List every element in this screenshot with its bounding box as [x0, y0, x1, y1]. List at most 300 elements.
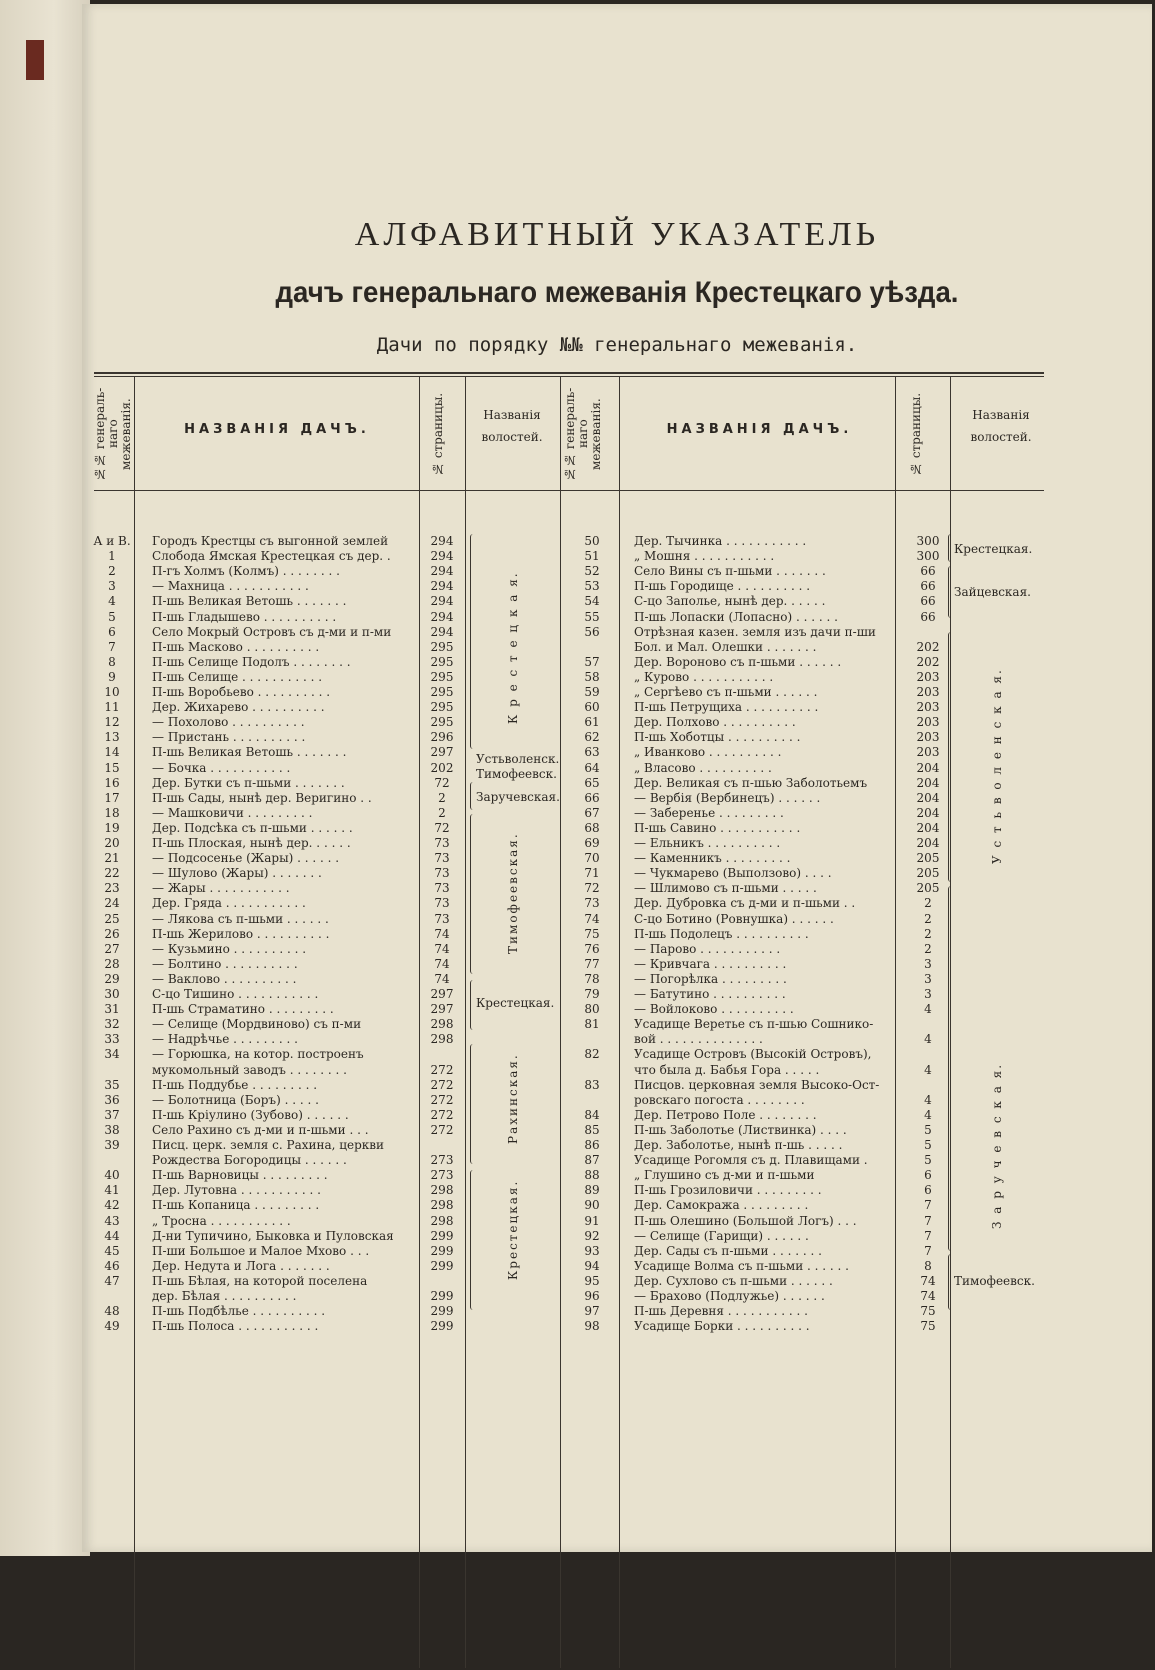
page-number: 272: [430, 1107, 454, 1122]
estate-name: Отрѣзная казен. земля изъ дачи п-ши: [634, 624, 876, 639]
page-caption: Дачи по порядку №№ генеральнаго межеванія.: [376, 334, 858, 356]
estate-name: Дер. Подсѣка съ п-шьми . . . . . .: [152, 820, 353, 835]
row-number: 2: [108, 564, 116, 579]
volost-ustvolenskaya: У с т ь в о л е н с к а я.: [990, 668, 1004, 864]
volost-ustvolensk: Устьволенск.: [476, 752, 560, 766]
estate-name: П-шь Олешино (Большой Логъ) . . .: [634, 1213, 857, 1228]
estate-name: П-шь Селище . . . . . . . . . . .: [152, 669, 323, 684]
row-number: 91: [584, 1213, 600, 1228]
page-number: 294: [430, 534, 454, 548]
page-number: 4: [924, 1002, 932, 1017]
row-number: 71: [584, 866, 600, 881]
row-number: 22: [104, 866, 120, 881]
estate-name: „ Тросна . . . . . . . . . . .: [152, 1213, 291, 1228]
page-number: 204: [916, 805, 940, 820]
row-number: 93: [584, 1243, 600, 1258]
row-number: 60: [584, 700, 600, 715]
row-number: 43: [104, 1213, 120, 1228]
col-divider: [465, 376, 466, 1668]
page-number: 5: [924, 1153, 932, 1168]
estate-name: — Вербія (Вербинецъ) . . . . . .: [634, 790, 821, 805]
row-number: 79: [584, 987, 600, 1001]
estate-name: Дер. Тычинка . . . . . . . . . . .: [634, 534, 807, 548]
page-number: 299: [430, 1289, 454, 1303]
row-number: 86: [584, 1138, 600, 1152]
row-number: 30: [104, 987, 120, 1001]
estate-name: Дер. Петрово Поле . . . . . . . .: [634, 1107, 817, 1122]
estate-name: „ Власово . . . . . . . . . .: [634, 760, 772, 775]
row-number: 20: [104, 836, 120, 850]
volost-krestetskaya-2: Крестецкая.: [476, 996, 555, 1010]
estate-name: П-шь Хоботцы . . . . . . . . . .: [634, 730, 801, 745]
row-number: 62: [584, 730, 600, 745]
volost-timofeevskaya: Тимофеевская.: [506, 832, 520, 954]
estate-name: С-цо Ботино (Ровнушка) . . . . . .: [634, 911, 834, 926]
page-number: 2: [924, 896, 932, 911]
estate-name: — Селище (Гарищи) . . . . . .: [634, 1228, 809, 1243]
estate-name: „ Курово . . . . . . . . . . .: [634, 669, 774, 684]
page-number: 299: [430, 1228, 454, 1243]
estate-name: П-шь Грозиловичи . . . . . . . . .: [634, 1183, 822, 1198]
page-number: 202: [916, 639, 940, 654]
page-number: 204: [916, 790, 940, 805]
estate-name: Писцов. церковная земля Высоко-Ост-: [634, 1077, 880, 1092]
estate-name: П-шь Савино . . . . . . . . . . .: [634, 820, 801, 835]
page-number: 294: [430, 624, 454, 639]
header-page-right: № страницы.: [909, 392, 923, 476]
page-number: 73: [434, 836, 450, 850]
page-number: 272: [430, 1122, 454, 1137]
volost-brace: [948, 886, 954, 1251]
page-number: 297: [430, 1002, 454, 1017]
page-number: 4: [924, 1032, 932, 1047]
page-number: 7: [924, 1198, 932, 1213]
estate-name: П-шь Лопаски (Лопасно) . . . . . .: [634, 609, 838, 624]
estate-name: П-шь Великая Ветошь . . . . . . .: [152, 745, 347, 760]
row-number: 85: [584, 1122, 600, 1137]
estate-name: — Шлимово съ п-шьми . . . . .: [634, 881, 817, 896]
row-number: А и В.: [93, 534, 131, 548]
page-number: 295: [430, 700, 454, 715]
page-number: 75: [920, 1319, 936, 1334]
spine-bookmark: [26, 40, 44, 80]
estate-name: С-цо Тишино . . . . . . . . . . .: [152, 987, 319, 1001]
estate-name: П-шь Масково . . . . . . . . . .: [152, 639, 320, 654]
row-number: 48: [104, 1304, 120, 1319]
estate-name: Дер. Полхово . . . . . . . . . .: [634, 715, 796, 730]
row-number: 40: [104, 1168, 120, 1183]
row-number: 8: [108, 654, 116, 669]
page-number: 74: [920, 1289, 936, 1303]
row-number: 15: [104, 760, 120, 775]
page-number: 8: [924, 1258, 932, 1273]
volost-zaruchevskaya-right: З а р у ч е в с к а я.: [990, 1062, 1004, 1229]
page-number: 295: [430, 715, 454, 730]
estate-name: П-шь Городище . . . . . . . . . .: [634, 579, 811, 594]
estate-name: Писц. церк. земля с. Рахина, церкви: [152, 1138, 385, 1152]
row-number: 45: [104, 1243, 120, 1258]
header-bottom-rule: [94, 490, 1044, 491]
volost-krestetskaya-3: Крестецкая.: [506, 1179, 520, 1280]
estate-name: П-шь Плоская, нынѣ дер. . . . . .: [152, 836, 351, 850]
estate-name: П-шь Петрущиха . . . . . . . . . .: [634, 700, 819, 715]
header-num-left: №№ генераль- наго межеванія.: [93, 387, 133, 481]
estate-name: — Кузьмино . . . . . . . . . .: [152, 941, 307, 956]
row-number: 12: [104, 715, 120, 730]
estate-name: Дер. Заболотье, нынѣ п-шь . . . . .: [634, 1138, 843, 1152]
page-number: 73: [434, 866, 450, 881]
page-number: 66: [920, 579, 936, 594]
row-number: 70: [584, 851, 600, 866]
page-number: 7: [924, 1228, 932, 1243]
estate-name: мукомольный заводъ . . . . . . . .: [152, 1062, 347, 1077]
row-number: 81: [584, 1017, 600, 1032]
row-number: 7: [108, 639, 116, 654]
row-number: 57: [584, 654, 600, 669]
page-number: 4: [924, 1062, 932, 1077]
row-number: 10: [104, 685, 120, 699]
estate-name: П-шь Варновицы . . . . . . . . .: [152, 1168, 328, 1183]
estate-name: Дер. Жихарево . . . . . . . . . .: [152, 700, 325, 715]
row-number: 32: [104, 1017, 120, 1032]
volost-zaruchevskaya: Заручевская.: [476, 790, 560, 804]
estate-name: „ Мошня . . . . . . . . . . .: [634, 549, 775, 564]
row-number: 49: [104, 1319, 120, 1334]
estate-name: П-шь Полоса . . . . . . . . . . .: [152, 1319, 319, 1334]
page-number: 273: [430, 1153, 454, 1168]
estate-name: Дер. Бутки съ п-шьми . . . . . . .: [152, 775, 345, 790]
header-name-right: НАЗВАНІЯ ДАЧЪ.: [666, 422, 853, 437]
estate-name: вой . . . . . . . . . . . . . .: [634, 1032, 763, 1047]
estate-name: — Батутино . . . . . . . . . .: [634, 987, 786, 1001]
page-number: 203: [916, 715, 940, 730]
estate-name: „ Сергѣево съ п-шьми . . . . . .: [634, 685, 818, 699]
row-number: 28: [104, 956, 120, 971]
estate-name: Дер. Сухлово съ п-шьми . . . . . .: [634, 1273, 833, 1288]
page-number: 204: [916, 775, 940, 790]
row-number: 52: [584, 564, 600, 579]
estate-name: „ Иванково . . . . . . . . . .: [634, 745, 782, 760]
table-top-rule: [94, 372, 1044, 374]
estate-name: П-шь Воробьево . . . . . . . . . .: [152, 685, 331, 699]
page-number: 296: [430, 730, 454, 745]
estate-name: дер. Бѣлая . . . . . . . . . .: [152, 1289, 297, 1303]
page-number: 66: [920, 564, 936, 579]
row-number: 44: [104, 1228, 120, 1243]
header-volost-right: Названія волостей.: [970, 408, 1032, 444]
estate-name: Село Рахино съ д-ми и п-шьми . . .: [152, 1122, 369, 1137]
page-number: 295: [430, 639, 454, 654]
row-number: 67: [584, 805, 600, 820]
row-number: 84: [584, 1107, 600, 1122]
volost-krestetskaya-right: Крестецкая.: [954, 542, 1033, 556]
row-number: 24: [104, 896, 120, 911]
estate-name: Усадище Волма съ п-шьми . . . . . .: [634, 1258, 849, 1273]
row-number: 1: [108, 549, 116, 564]
row-number: 87: [584, 1153, 600, 1168]
estate-name: Дер. Недута и Лога . . . . . . .: [152, 1258, 330, 1273]
col-divider: [419, 376, 420, 1668]
estate-name: П-шь Гладышево . . . . . . . . . .: [152, 609, 337, 624]
page-title: АЛФАВИТНЫЙ УКАЗАТЕЛЬ: [354, 216, 880, 253]
row-number: 74: [584, 911, 600, 926]
row-number: 53: [584, 579, 600, 594]
estate-name: Городъ Крестцы съ выгонной землей: [152, 534, 389, 548]
row-number: 14: [104, 745, 120, 760]
row-number: 27: [104, 941, 120, 956]
estate-name: — Погорѣлка . . . . . . . . .: [634, 971, 787, 986]
page-number: 273: [430, 1168, 454, 1183]
page-number: 3: [924, 987, 932, 1001]
page-number: 205: [916, 851, 940, 866]
page-number: 6: [924, 1168, 932, 1183]
page-number: 294: [430, 609, 454, 624]
page-number: 3: [924, 971, 932, 986]
volost-brace: [470, 1170, 476, 1310]
page-number: 203: [916, 669, 940, 684]
estate-name: Дер. Гряда . . . . . . . . . . .: [152, 896, 306, 911]
row-number: 33: [104, 1032, 120, 1047]
estate-name: Дер. Вороново съ п-шьми . . . . . .: [634, 654, 842, 669]
row-number: 11: [104, 700, 120, 715]
estate-name: Дер. Лутовна . . . . . . . . . . .: [152, 1183, 321, 1198]
estate-name: что была д. Бабья Гора . . . . .: [634, 1062, 820, 1077]
estate-name: Дер. Самокража . . . . . . . . .: [634, 1198, 809, 1213]
estate-name: — Машковичи . . . . . . . . .: [152, 805, 313, 820]
estate-name: П-шь Поддубье . . . . . . . . .: [152, 1077, 318, 1092]
row-number: 90: [584, 1198, 600, 1213]
page-number: 272: [430, 1077, 454, 1092]
page-number: 294: [430, 564, 454, 579]
estate-name: — Кривчага . . . . . . . . . .: [634, 956, 787, 971]
row-number: 64: [584, 760, 600, 775]
page-number: 203: [916, 745, 940, 760]
row-number: 72: [584, 881, 600, 896]
page-number: 299: [430, 1243, 454, 1258]
row-number: 19: [104, 820, 120, 835]
estate-name: — Каменникъ . . . . . . . . .: [634, 851, 791, 866]
page-number: 299: [430, 1304, 454, 1319]
row-number: 16: [104, 775, 120, 790]
estate-name: — Чукмарево (Выползово) . . . .: [634, 866, 832, 881]
page-number: 72: [434, 775, 450, 790]
page-number: 74: [920, 1273, 936, 1288]
document-page: [82, 4, 1152, 1552]
estate-name: П-шь Великая Ветошь . . . . . . .: [152, 594, 347, 609]
header-volost-left: Названія волостей.: [481, 408, 543, 444]
page-number: 203: [916, 730, 940, 745]
page-number: 295: [430, 669, 454, 684]
estate-name: — Лякова съ п-шьми . . . . . .: [152, 911, 329, 926]
estate-name: — Бочка . . . . . . . . . . .: [152, 760, 291, 775]
page-number: 2: [924, 911, 932, 926]
estate-name: П-шь Бѣлая, на которой поселена: [152, 1273, 368, 1288]
row-number: 38: [104, 1122, 120, 1137]
row-number: 41: [104, 1183, 120, 1198]
page-number: 300: [916, 534, 940, 548]
page-number: 205: [916, 881, 940, 896]
volost-brace: [470, 1044, 476, 1164]
estate-name: — Жары . . . . . . . . . . .: [152, 881, 290, 896]
estate-name: Дер. Дубровка съ д-ми и п-шьми . .: [634, 896, 856, 911]
page-number: 66: [920, 609, 936, 624]
page-number: 4: [924, 1092, 932, 1107]
row-number: 21: [104, 851, 120, 866]
estate-name: Бол. и Мал. Олешки . . . . . . .: [634, 639, 817, 654]
row-number: 98: [584, 1319, 600, 1334]
row-number: 47: [104, 1273, 120, 1288]
row-number: 68: [584, 820, 600, 835]
row-number: 69: [584, 836, 600, 850]
estate-name: П-ши Большое и Малое Мхово . . .: [152, 1243, 370, 1258]
estate-name: — Болтино . . . . . . . . . .: [152, 956, 298, 971]
row-number: 83: [584, 1077, 600, 1092]
estate-name: П-шь Деревня . . . . . . . . . . .: [634, 1304, 808, 1319]
page-number: 298: [430, 1032, 454, 1047]
estate-name: Село Вины съ п-шьми . . . . . . .: [634, 564, 826, 579]
page-number: 2: [438, 790, 446, 805]
page-number: 300: [916, 549, 940, 564]
page-number: 272: [430, 1092, 454, 1107]
estate-name: — Селище (Мордвиново) съ п-ми: [152, 1017, 362, 1032]
page-number: 74: [434, 956, 450, 971]
row-number: 9: [108, 669, 116, 684]
page-number: 6: [924, 1183, 932, 1198]
volost-krestetskaya: К р е с т е ц к а я.: [506, 571, 520, 724]
estate-name: Усадище Веретье съ п-шью Сошнико-: [634, 1017, 874, 1032]
estate-name: — Подсосенье (Жары) . . . . . .: [152, 851, 340, 866]
page-number: 7: [924, 1213, 932, 1228]
estate-name: Усадище Островъ (Высокій Островъ),: [634, 1047, 872, 1062]
estate-name: — Парово . . . . . . . . . . .: [634, 941, 781, 956]
page-number: 74: [434, 941, 450, 956]
page-number: 75: [920, 1304, 936, 1319]
row-number: 61: [584, 715, 600, 730]
volost-brace: [470, 534, 476, 749]
row-number: 6: [108, 624, 116, 639]
estate-name: С-цо Заполье, нынѣ дер. . . . . .: [634, 594, 826, 609]
estate-name: Слобода Ямская Крестецкая съ дер. .: [152, 549, 391, 564]
row-number: 31: [104, 1002, 120, 1017]
page-number: 294: [430, 579, 454, 594]
page-number: 7: [924, 1243, 932, 1258]
row-number: 23: [104, 881, 120, 896]
estate-name: „ Глушино съ д-ми и п-шьми: [634, 1168, 815, 1183]
page-number: 205: [916, 866, 940, 881]
page-number: 203: [916, 700, 940, 715]
volost-brace: [948, 632, 954, 882]
page-number: 72: [434, 820, 450, 835]
estate-name: — Болотница (Боръ) . . . . .: [152, 1092, 319, 1107]
row-number: 51: [584, 549, 600, 564]
estate-name: П-шь Страматино . . . . . . . . .: [152, 1002, 334, 1017]
row-number: 46: [104, 1258, 120, 1273]
row-number: 5: [108, 609, 116, 624]
page-subtitle: дачъ генеральнаго межеванія Крестецкаго уѣзда.: [275, 276, 959, 309]
page-number: 73: [434, 881, 450, 896]
page-number: 294: [430, 549, 454, 564]
estate-name: П-шь Сады, нынѣ дер. Веригино . .: [152, 790, 372, 805]
row-number: 73: [584, 896, 600, 911]
page-number: 73: [434, 911, 450, 926]
page-number: 204: [916, 820, 940, 835]
table-top-rule-2: [94, 376, 1044, 377]
page-number: 202: [916, 654, 940, 669]
col-divider: [560, 376, 561, 1668]
page-number: 204: [916, 836, 940, 850]
estate-name: Усадище Рогомля съ д. Плавищами .: [634, 1153, 868, 1168]
row-number: 63: [584, 745, 600, 760]
row-number: 78: [584, 971, 600, 986]
row-number: 50: [584, 534, 600, 548]
col-divider: [134, 490, 135, 1670]
estate-name: — Брахово (Подлужье) . . . . . .: [634, 1289, 825, 1303]
row-number: 94: [584, 1258, 600, 1273]
row-number: 82: [584, 1047, 600, 1062]
estate-name: Д-ни Тупичино, Быковка и Пуловская: [152, 1228, 394, 1243]
row-number: 42: [104, 1198, 120, 1213]
col-divider: [895, 376, 896, 1668]
page-number: 299: [430, 1319, 454, 1334]
page-number: 74: [434, 971, 450, 986]
row-number: 25: [104, 911, 120, 926]
header-num-right: №№ генераль- наго межеванія.: [563, 387, 603, 481]
row-number: 29: [104, 971, 120, 986]
page-number: 297: [430, 745, 454, 760]
book-spine: [0, 0, 90, 1556]
page-number: 73: [434, 896, 450, 911]
estate-name: Усадище Борки . . . . . . . . . .: [634, 1319, 810, 1334]
row-number: 4: [108, 594, 116, 609]
row-number: 75: [584, 926, 600, 941]
row-number: 26: [104, 926, 120, 941]
row-number: 35: [104, 1077, 120, 1092]
estate-name: П-шь Подолецъ . . . . . . . . . .: [634, 926, 809, 941]
estate-name: ровскаго погоста . . . . . . . .: [634, 1092, 805, 1107]
row-number: 97: [584, 1304, 600, 1319]
row-number: 37: [104, 1107, 120, 1122]
volost-timofeevsk-right: Тимофеевск.: [954, 1274, 1035, 1288]
row-number: 66: [584, 790, 600, 805]
row-number: 13: [104, 730, 120, 745]
estate-name: П-шь Кріулино (Зубово) . . . . . .: [152, 1107, 349, 1122]
page-number: 294: [430, 594, 454, 609]
page-number: 66: [920, 594, 936, 609]
estate-name: Село Мокрый Островъ съ д-ми и п-ми: [152, 624, 392, 639]
row-number: 89: [584, 1183, 600, 1198]
page-number: 3: [924, 956, 932, 971]
estate-name: — Шулово (Жары) . . . . . . .: [152, 866, 322, 881]
row-number: 59: [584, 685, 600, 699]
row-number: 88: [584, 1168, 600, 1183]
row-number: 58: [584, 669, 600, 684]
row-number: 39: [104, 1138, 120, 1152]
row-number: 92: [584, 1228, 600, 1243]
estate-name: — Надрѣчье . . . . . . . . .: [152, 1032, 298, 1047]
volost-rakhinskaya: Рахинская.: [506, 1053, 520, 1144]
estate-name: П-шь Заболотье (Листвинка) . . . .: [634, 1122, 847, 1137]
header-page-left: № страницы.: [431, 392, 445, 476]
estate-name: — Войлоково . . . . . . . . . .: [634, 1002, 794, 1017]
page-number: 298: [430, 1213, 454, 1228]
estate-name: — Ельникъ . . . . . . . . . .: [634, 836, 781, 850]
page-number: 73: [434, 851, 450, 866]
page-number: 299: [430, 1258, 454, 1273]
row-number: 17: [104, 790, 120, 805]
estate-name: П-гъ Холмъ (Колмъ) . . . . . . . .: [152, 564, 340, 579]
estate-name: П-шь Копаница . . . . . . . . .: [152, 1198, 320, 1213]
page-number: 2: [924, 926, 932, 941]
